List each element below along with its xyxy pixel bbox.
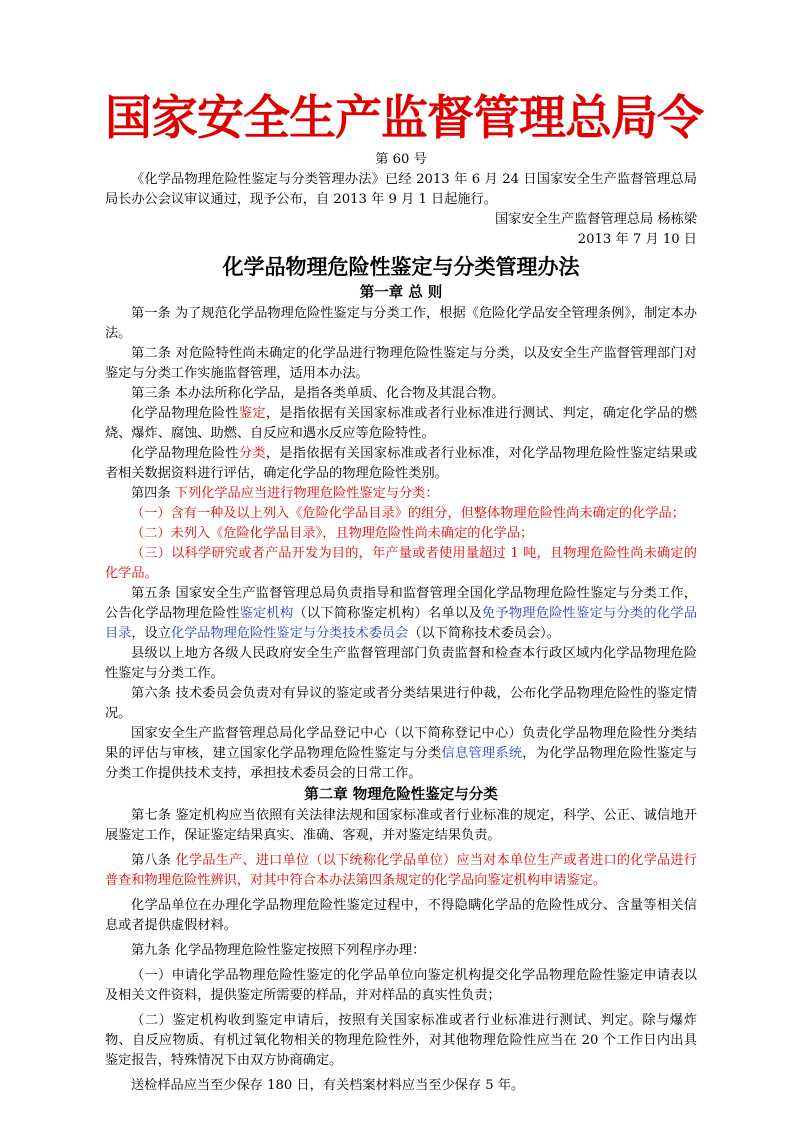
decree-number: 第 60 号 bbox=[375, 152, 427, 167]
chapter-1-title: 第一章 总 则 bbox=[359, 285, 443, 301]
decree-signature: 国家安全生产监督管理总局 杨栋梁 bbox=[494, 212, 697, 227]
link-technical-committee: 化学品物理危险性鉴定与分类技术委员会 bbox=[170, 626, 409, 641]
term-classification: 分类 bbox=[238, 446, 266, 461]
link-information-system: 信息管理系统 bbox=[441, 746, 523, 761]
document-title: 化学品物理危险性鉴定与分类管理办法 bbox=[222, 255, 580, 279]
definition-classification: 化学品物理危险性分类，是指依据有关国家标准或者行业标准，对化学品物理危险性鉴定结果或者相关数据资料进行评估，确定化学品的物理危险性类别。 bbox=[105, 446, 698, 481]
article-4-item-3: （三）以科学研究或者产品开发为目的，年产量或者使用量超过 1 吨，且物理危险性尚未确定的化学品。 bbox=[105, 546, 697, 581]
article-4-item-2: （二）未列入《危险化学品目录》，且物理危险性尚未确定的化学品； bbox=[131, 526, 534, 541]
decree-announcement: 《化学品物理危险性鉴定与分类管理办法》已经 2013 年 6 月 24 日国家安全生产监督管理总局局长办公会议审议通过，现予公布，自 2013 年 9 月 1 日起施行。 bbox=[105, 172, 697, 207]
decree-masthead: 国家安全生产监督管理总局令 bbox=[105, 91, 703, 146]
article-1: 第一条 为了规范化学品物理危险性鉴定与分类工作，根据《危险化学品安全管理条例》，制定本办法。 bbox=[105, 306, 697, 341]
link-exempt-catalog: 免予物理危险性鉴定与分类的化学品目录 bbox=[105, 606, 698, 641]
article-8: 第八条 化学品生产、进口单位（以下统称化学品单位）应当对本单位生产或者进口的化学品进行普查和物理危险性辨识，对其中符合本办法第四条规定的化学品向鉴定机构申请鉴定。 bbox=[105, 853, 697, 888]
chapter-2-title: 第二章 物理危险性鉴定与分类 bbox=[304, 787, 498, 803]
article-9-item-1: （一）申请化学品物理危险性鉴定的化学品单位向鉴定机构提交化学品物理危险性鉴定申请表以及相关文件资料，提供鉴定所需要的样品，并对样品的真实性负责； bbox=[105, 968, 697, 1003]
article-7: 第七条 鉴定机构应当依照有关法律法规和国家标准或者行业标准的规定，科学、公正、诚信地开展鉴定工作，保证鉴定结果真实、准确、客观，并对鉴定结果负责。 bbox=[105, 808, 697, 843]
article-2: 第二条 对危险特性尚未确定的化学品进行物理危险性鉴定与分类，以及安全生产监督管理部门对鉴定与分类工作实施监督管理，适用本办法。 bbox=[105, 346, 697, 381]
term-identification: 鉴定 bbox=[238, 406, 266, 421]
article-8-paragraph-2: 化学品单位在办理化学品物理危险性鉴定过程中，不得隐瞒化学品的危险性成分、含量等相关信息或者提供虚假材料。 bbox=[105, 898, 697, 933]
decree-date: 2013 年 7 月 10 日 bbox=[577, 232, 697, 247]
definition-identification: 化学品物理危险性鉴定，是指依据有关国家标准或者行业标准进行测试、判定，确定化学品的燃烧、爆炸、腐蚀、助燃、自反应和遇水反应等危险特性。 bbox=[105, 406, 698, 441]
article-9-paragraph-3: 送检样品应当至少保存 180 日，有关档案材料应当至少保存 5 年。 bbox=[131, 1078, 525, 1093]
article-5-paragraph-2: 县级以上地方各级人民政府安全生产监督管理部门负责监督和检查本行政区域内化学品物理危险性鉴定与分类工作。 bbox=[105, 646, 697, 681]
article-5: 第五条 国家安全生产监督管理总局负责指导和监督管理全国化学品物理危险性鉴定与分类工作，公告化学品物理危险性鉴定机构（以下简称鉴定机构）名单以及免予物理危险性鉴定与分类的化学品目录，设立化学品物理危险性鉴定与分类技术委员会（以下简称技术委员会）。 bbox=[105, 586, 698, 641]
article-9-item-2: （二）鉴定机构收到鉴定申请后，按照有关国家标准或者行业标准进行测试、判定。除与爆炸物、自反应物质、有机过氧化物相关的物理危险性外，对其他物理危险性应当在 20 个工作日内出具鉴定报告，特殊情况下由双方协商确定。 bbox=[105, 1013, 697, 1068]
article-4-item-1: （一）含有一种及以上列入《危险化学品目录》的组分，但整体物理危险性尚未确定的化学品； bbox=[131, 506, 685, 521]
link-appraisal-institution: 鉴定机构 bbox=[239, 606, 294, 621]
article-3: 第三条 本办法所称化学品，是指各类单质、化合物及其混合物。 bbox=[131, 386, 505, 401]
article-6: 第六条 技术委员会负责对有异议的鉴定或者分类结果进行仲裁，公布化学品物理危险性的鉴定情况。 bbox=[105, 686, 697, 721]
article-4: 第四条 下列化学品应当进行物理危险性鉴定与分类： bbox=[131, 486, 439, 501]
article-9: 第九条 化学品物理危险性鉴定按照下列程序办理： bbox=[131, 943, 426, 958]
article-6-paragraph-2: 国家安全生产监督管理总局化学品登记中心（以下简称登记中心）负责化学品物理危险性分类结果的评估与审核，建立国家化学品物理危险性鉴定与分类信息管理系统，为化学品物理危险性鉴定与分类工作提供技术支持，承担技术委员会的日常工作。 bbox=[105, 726, 698, 781]
document-page bbox=[105, 88, 703, 1096]
